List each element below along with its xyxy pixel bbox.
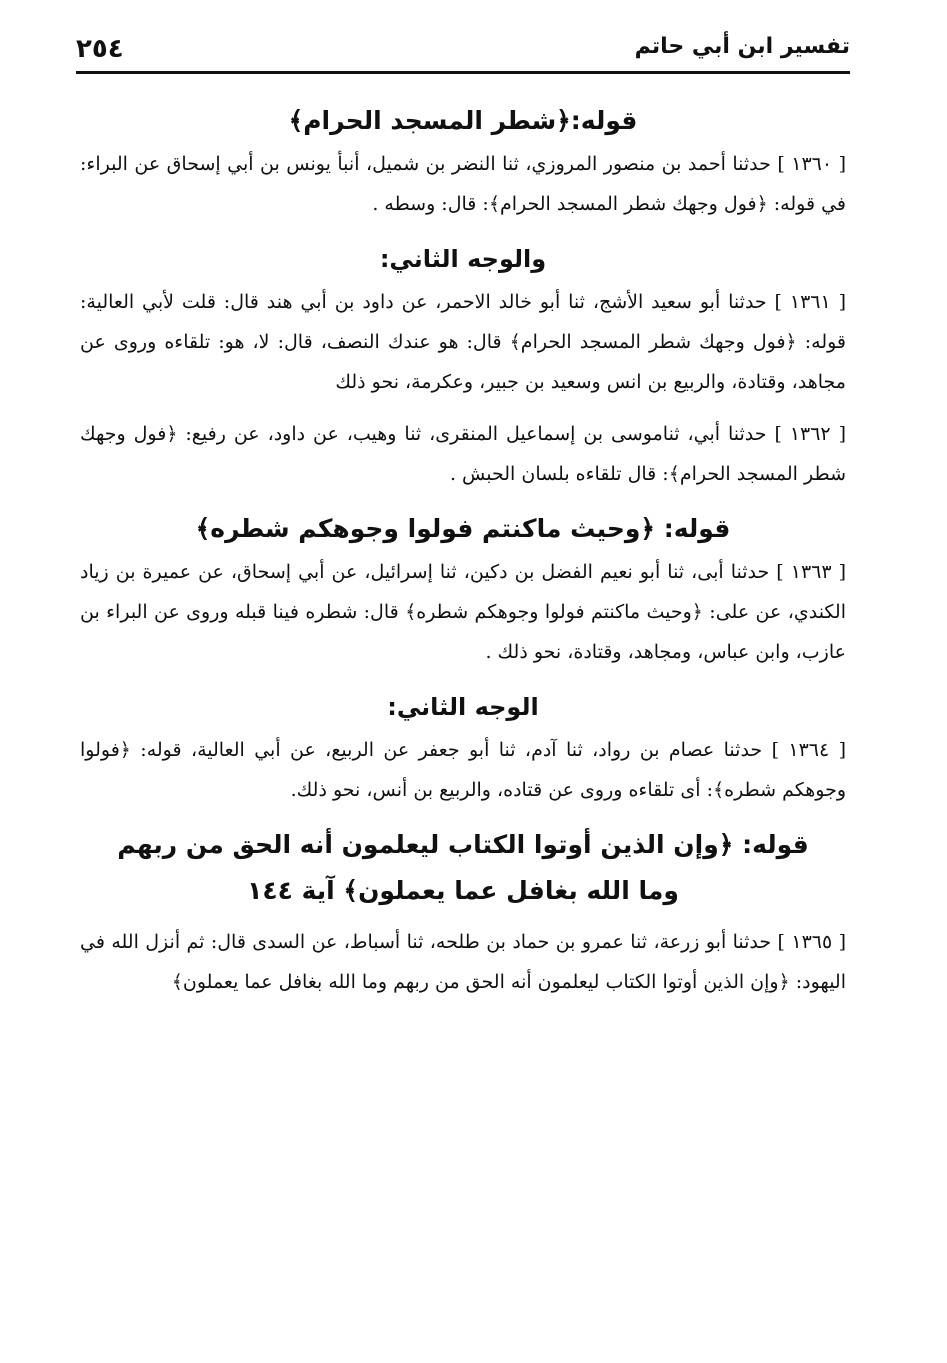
page-header [76, 28, 850, 74]
heading-second-aspect: والوجه الثاني: [379, 245, 547, 273]
heading-shatr-masjid: قوله:﴿شطر المسجد الحرام﴾ [288, 106, 638, 135]
header-rule [76, 71, 850, 74]
paragraph-1362: [ ١٣٦٢ ] حدثنا أبي، ثناموسى بن إسماعيل المنقرى، ثنا وهيب، عن داود، عن رفيع: ﴿فول وجهك شطر المسجد الحرام﴾: قال تلقاءه بلسان الحبش . [80, 423, 846, 485]
page-number: ٢٥٤ [76, 34, 124, 64]
spacer [80, 914, 846, 922]
paragraph-1363: [ ١٣٦٣ ] حدثنا أبى، ثنا أبو نعيم الفضل بن دكين، ثنا إسرائيل، عن أبي إسحاق، عن عميرة بن زياد الكندي، عن على: ﴿وحيث ماكنتم فولوا وجوهكم شطره﴾ قال: شطره فينا قبله وروى عن البراء بن عازب، وابن عباس، ومجاهد، وقتادة، نحو ذلك . [80, 561, 847, 663]
paragraph-1365: [ ١٣٦٥ ] حدثنا أبو زرعة، ثنا عمرو بن حماد بن طلحه، ثنا أسباط، عن السدى قال: ثم أنزل الله في اليهود: ﴿وإن الذين أوتوا الكتاب ليعلمون أنه الحق من ربهم وما الله بغافل عما يعملون﴾ [80, 931, 847, 993]
heading-ayah-144-line1: قوله: ﴿وإن الذين أوتوا الكتاب ليعلمون أنه الحق من ربهم [117, 830, 809, 859]
paragraph-1361: [ ١٣٦١ ] حدثنا أبو سعيد الأشج، ثنا أبو خالد الاحمر، عن داود بن أبي هند قال: قلت لأبي العالية: قوله: ﴿فول وجهك شطر المسجد الحرام﴾ قال: هو عندك النصف، قال: لا، هو: تلقاءه وروى عن مجاهد، وقتادة، والربيع بن انس وسعيد بن جبير، وعكرمة، نحو ذلك [80, 291, 847, 393]
page-content [80, 92, 846, 1014]
paragraph-1364: [ ١٣٦٤ ] حدثنا عصام بن رواد، ثنا آدم، ثنا أبو جعفر عن الربيع، عن أبي العالية، قوله: ﴿فولوا وجوهكم شطره﴾: أى تلقاءه وروى عن قتاده، والربيع بن أنس، نحو ذلك. [80, 739, 847, 801]
book-title: تفسير ابن أبي حاتم [634, 34, 850, 59]
paragraph-1360: [ ١٣٦٠ ] حدثنا أحمد بن منصور المروزي، ثنا النضر بن شميل، أنبأ يونس بن أبي إسحاق عن البراء: في قوله: ﴿فول وجهك شطر المسجد الحرام﴾: قال: وسطه . [80, 153, 846, 215]
heading-ayah-144-line2: وما الله بغافل عما يعملون﴾ آية ١٤٤ [247, 876, 679, 905]
heading-haythu-ma-kuntum: قوله: ﴿وحيث ماكنتم فولوا وجوهكم شطره﴾ [195, 514, 731, 543]
heading-second-aspect-2: الوجه الثاني: [387, 693, 539, 721]
